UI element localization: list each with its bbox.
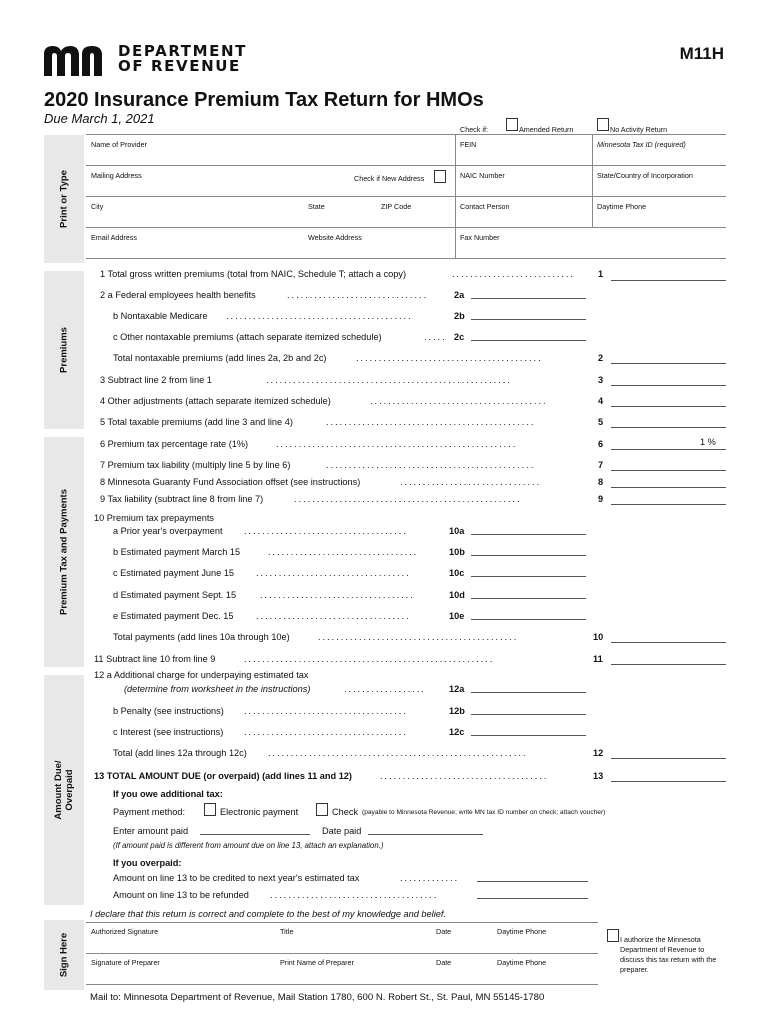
line-12a-label-1: 12 a Additional charge for underpaying estimated tax [94, 670, 309, 680]
line-12a-label-2: (determine from worksheet in the instructions) [124, 684, 311, 694]
line-1-field[interactable] [611, 280, 726, 281]
line-11-code: 11 [593, 654, 603, 664]
line-10c-label: c Estimated payment June 15 [113, 568, 235, 578]
mn-tax-id-label: Minnesota Tax ID (required) [597, 140, 686, 149]
section-sign-here: Sign Here [44, 920, 84, 990]
phone-label-2: Daytime Phone [497, 958, 547, 967]
no-activity-label: No Activity Return [610, 125, 668, 134]
date-paid-label: Date paid [322, 826, 362, 836]
no-activity-checkbox[interactable] [597, 118, 609, 131]
check-payment-checkbox[interactable] [316, 803, 328, 816]
state-country-label: State/Country of Incorporation [597, 171, 693, 180]
amount-note: (If amount paid is different from amount due on line 13, attach an explanation.) [113, 841, 384, 850]
date-label-2: Date [436, 958, 452, 967]
line-12-code: 12 [593, 748, 604, 758]
line-10-code: 10 [593, 632, 604, 642]
line-3-code: 3 [598, 375, 604, 385]
line-2a-field[interactable] [471, 298, 586, 299]
mn-logo-icon [44, 46, 110, 76]
line-4-label: 4 Other adjustments (attach separate itemized schedule) [100, 396, 331, 406]
amended-return-label: Amended Return [519, 125, 574, 134]
line-7-field[interactable] [611, 470, 726, 471]
check-payment-label: Check [332, 807, 359, 817]
authorize-label: I authorize the Minnesota Department of Revenue to discuss this tax return with the preparer. [620, 935, 717, 974]
line-6-code: 6 [598, 439, 604, 449]
date-label-1: Date [436, 927, 452, 936]
line-2a-code: 2a [454, 290, 465, 300]
line-9-field[interactable] [611, 504, 726, 505]
line-10a-label: a Prior year's overpayment [113, 526, 223, 536]
line-10e-code: 10e [449, 611, 465, 621]
zip-label: ZIP Code [381, 202, 412, 211]
line-13-label: 13 TOTAL AMOUNT DUE (or overpaid) (add lines 11 and 12) [94, 771, 352, 781]
page-title: 2020 Insurance Premium Tax Return for HMOs [44, 89, 484, 111]
line-13-field[interactable] [611, 781, 726, 782]
line-2b-label: b Nontaxable Medicare [113, 311, 208, 321]
line-12c-field[interactable] [471, 735, 586, 736]
city-label: City [91, 202, 104, 211]
credited-field[interactable] [477, 881, 588, 882]
amount-paid-field[interactable] [200, 834, 310, 835]
line-12a-code: 12a [449, 684, 465, 694]
contact-label: Contact Person [460, 202, 510, 211]
line-2c-label: c Other nontaxable premiums (attach separate itemized schedule) [113, 332, 382, 342]
preparer-signature-label: Signature of Preparer [91, 958, 160, 967]
line-10e-field[interactable] [471, 619, 586, 620]
line-2-field[interactable] [611, 363, 726, 364]
enter-amount-label: Enter amount paid [113, 826, 189, 836]
fein-label: FEIN [460, 140, 477, 149]
line-10a-field[interactable] [471, 534, 586, 535]
naic-label: NAIC Number [460, 171, 505, 180]
new-address-checkbox[interactable] [434, 170, 446, 183]
line-10d-code: 10d [449, 590, 465, 600]
line-12b-label: b Penalty (see instructions) [113, 706, 224, 716]
daytime-phone-label: Daytime Phone [597, 202, 647, 211]
authorize-checkbox[interactable] [607, 929, 619, 942]
line-10-label: 10 Premium tax prepayments [94, 513, 214, 523]
electronic-payment-label: Electronic payment [220, 807, 299, 817]
line-6-field[interactable] [611, 449, 726, 450]
line-7-label: 7 Premium tax liability (multiply line 5 by line 6) [100, 460, 291, 470]
line-12a-field[interactable] [471, 692, 586, 693]
line-12c-label: c Interest (see instructions) [113, 727, 224, 737]
line-9-code: 9 [598, 494, 604, 504]
amended-return-checkbox[interactable] [506, 118, 518, 131]
line-8-code: 8 [598, 477, 604, 487]
line-12-total-label: Total (add lines 12a through 12c) [113, 748, 247, 758]
provider-name-label: Name of Provider [91, 140, 147, 149]
line-12c-code: 12c [449, 727, 465, 737]
title-label: Title [280, 927, 294, 936]
mail-to: Mail to: Minnesota Department of Revenue, Mail Station 1780, 600 N. Robert St., St. Paul, MN 55145-1780 [90, 992, 545, 1003]
line-5-code: 5 [598, 417, 604, 427]
line-12b-code: 12b [449, 706, 465, 716]
line-5-field[interactable] [611, 427, 726, 428]
auth-signature-label: Authorized Signature [91, 927, 159, 936]
refunded-field[interactable] [477, 898, 588, 899]
line-2b-field[interactable] [471, 319, 586, 320]
line-8-label: 8 Minnesota Guaranty Fund Association offset (see instructions) [100, 477, 361, 487]
line-10a-code: 10a [449, 526, 465, 536]
line-10b-field[interactable] [471, 555, 586, 556]
phone-label-1: Daytime Phone [497, 927, 547, 936]
section-amount-due: Amount Due/ Overpaid [44, 675, 84, 905]
due-date: Due March 1, 2021 [44, 111, 155, 126]
payment-method-label: Payment method: [113, 807, 186, 817]
line-7-code: 7 [598, 460, 604, 470]
check-payment-note: (payable to Minnesota Revenue; write MN tax ID number on check; attach voucher) [362, 809, 606, 816]
line-10b-label: b Estimated payment March 15 [113, 547, 241, 557]
website-label: Website Address [308, 233, 362, 242]
fax-label: Fax Number [460, 233, 500, 242]
line-1-label: 1 Total gross written premiums (total from NAIC, Schedule T; attach a copy) [100, 269, 407, 279]
line-2-total-label: Total nontaxable premiums (add lines 2a, 2b and 2c) [113, 353, 327, 363]
date-paid-field[interactable] [368, 834, 483, 835]
mailing-address-label: Mailing Address [91, 171, 142, 180]
line-6-value: 1 % [700, 437, 716, 447]
line-10c-code: 10c [449, 568, 465, 578]
line-10d-field[interactable] [471, 598, 586, 599]
state-label: State [308, 202, 325, 211]
overpaid-heading: If you overpaid: [113, 858, 182, 868]
line-10c-field[interactable] [471, 576, 586, 577]
line-12-field[interactable] [611, 758, 726, 759]
credited-label: Amount on line 13 to be credited to next year's estimated tax [113, 873, 360, 883]
line-12b-field[interactable] [471, 714, 586, 715]
line-2c-field[interactable] [471, 340, 586, 341]
line-2-code: 2 [598, 353, 604, 363]
line-2a-label: 2 a Federal employees health benefits [100, 290, 256, 300]
line-10-field[interactable] [611, 642, 726, 643]
section-premiums: Premiums [44, 271, 84, 429]
line-5-label: 5 Total taxable premiums (add line 3 and line 4) [100, 417, 293, 427]
dept-line2: OF REVENUE [118, 57, 241, 75]
line-10d-label: d Estimated payment Sept. 15 [113, 590, 237, 600]
line-10b-code: 10b [449, 547, 465, 557]
check-if-label: Check if: [460, 125, 488, 134]
line-9-label: 9 Tax liability (subtract line 8 from line 7) [100, 494, 264, 504]
refunded-label: Amount on line 13 to be refunded [113, 890, 249, 900]
line-2b-code: 2b [454, 311, 465, 321]
owe-heading: If you owe additional tax: [113, 789, 223, 799]
line-4-field[interactable] [611, 406, 726, 407]
line-13-code: 13 [593, 771, 604, 781]
section-print-or-type: Print or Type [44, 135, 84, 263]
line-2c-code: 2c [454, 332, 465, 342]
line-11-field[interactable] [611, 664, 726, 665]
line-8-field[interactable] [611, 487, 726, 488]
line-1-code: 1 [598, 269, 604, 279]
department-name [118, 44, 247, 74]
line-10e-label: e Estimated payment Dec. 15 [113, 611, 234, 621]
line-10-total-label: Total payments (add lines 10a through 10e) [113, 632, 290, 642]
line-6-label: 6 Premium tax percentage rate (1%) [100, 439, 249, 449]
dept-line1: DEPARTMENT [118, 42, 247, 60]
declaration: I declare that this return is correct and complete to the best of my knowledge and belief. [90, 909, 446, 919]
electronic-payment-checkbox[interactable] [204, 803, 216, 816]
line-3-label: 3 Subtract line 2 from line 1 [100, 375, 212, 385]
form-id: M11H [679, 44, 724, 63]
email-label: Email Address [91, 233, 137, 242]
line-11-label: 11 Subtract line 10 from line 9 [94, 654, 216, 664]
new-address-label: Check if New Address [354, 174, 425, 183]
preparer-name-label: Print Name of Preparer [280, 958, 354, 967]
section-premium-tax: Premium Tax and Payments [44, 437, 84, 667]
line-4-code: 4 [598, 396, 604, 406]
line-3-field[interactable] [611, 385, 726, 386]
